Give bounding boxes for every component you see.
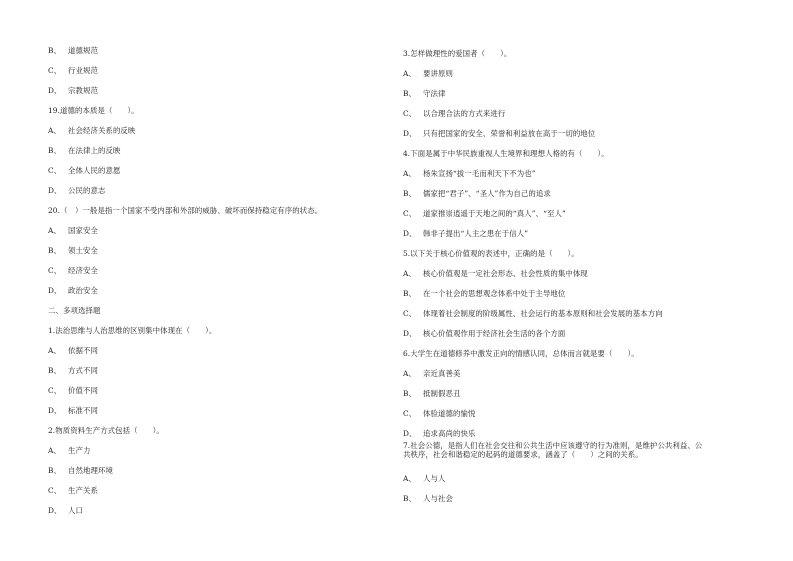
- option-letter: D、: [48, 286, 62, 295]
- question-20: [48, 206, 322, 215]
- question-7: [403, 441, 703, 459]
- option-letter: A、: [403, 369, 416, 378]
- question-text: 5.以下关于核心价值观的表述中，正确的是（ ）。: [403, 249, 579, 258]
- option-text: 只有把国家的安全、荣誉和利益放在高于一切的地位: [423, 129, 596, 138]
- option-text: 在一个社会的思想观念体系中处于主导地位: [423, 289, 566, 298]
- option-letter: B、: [403, 494, 417, 503]
- option-text: 方式不同: [68, 366, 98, 375]
- option-text: 经济安全: [68, 266, 98, 275]
- question-text: 4.下面是属于中华民族重视人生境界和理想人格的有（ ）。: [403, 149, 609, 158]
- option-text: 抵制假恶丑: [423, 389, 461, 398]
- option-letter: D、: [48, 86, 62, 95]
- option-letter: A、: [403, 269, 416, 278]
- option-text: 亲近真善美: [423, 369, 461, 378]
- option-b: [403, 289, 565, 298]
- option-d: [48, 506, 83, 515]
- option-text: 人与人: [423, 474, 446, 483]
- option-text: 宗教规范: [68, 86, 98, 95]
- option-letter: B、: [48, 246, 62, 255]
- option-letter: C、: [403, 209, 417, 218]
- option-letter: C、: [48, 486, 62, 495]
- option-letter: D、: [48, 186, 62, 195]
- question-19: [48, 106, 139, 115]
- option-letter: B、: [48, 46, 62, 55]
- option-letter: C、: [403, 409, 417, 418]
- question-text: 2.物质资料生产方式包括（ ）。: [48, 426, 164, 435]
- option-letter: C、: [403, 109, 417, 118]
- option-text: 要讲原则: [423, 69, 453, 78]
- option-letter: B、: [403, 189, 417, 198]
- option-a: [403, 369, 460, 378]
- option-c: [48, 166, 120, 175]
- option-text: 人口: [68, 506, 83, 515]
- option-text: 以合理合法的方式来进行: [423, 109, 506, 118]
- option-a: [403, 69, 453, 78]
- option-letter: C、: [403, 309, 417, 318]
- question-text: 6.大学生在道德修养中激发正向的情感认同，总体而言就是要（ ）。: [403, 349, 639, 358]
- option-a: [48, 346, 98, 355]
- option-text: 生产力: [68, 446, 91, 455]
- option-b: [48, 246, 98, 255]
- option-text: 儒家把“君子”、“圣人”作为自己的追求: [423, 189, 551, 198]
- question-1: [48, 326, 216, 335]
- option-a: [48, 446, 90, 455]
- option-b: [48, 146, 120, 155]
- option-text: 追求高尚的快乐: [423, 429, 476, 438]
- option-letter: C、: [48, 166, 62, 175]
- option-text: 全体人民的意愿: [68, 166, 121, 175]
- question-text: 7.社会公德，是指人们在社会交往和公共生活中应该遵守的行为准则，是维护公共利益、公共秩序，社会和谐稳定的起码的道德要求，涵盖了（ ）之间的关系。: [403, 441, 703, 459]
- option-letter: B、: [403, 289, 417, 298]
- option-c: [48, 66, 98, 75]
- question-text: 3.怎样做理性的爱国者（ ）。: [403, 49, 512, 58]
- question-2: [48, 426, 164, 435]
- option-letter: D、: [403, 429, 417, 438]
- option-text: 人与社会: [423, 494, 453, 503]
- option-c: [403, 309, 663, 318]
- option-text: 标准不同: [68, 406, 98, 415]
- option-a: [403, 169, 536, 178]
- option-text: 价值不同: [68, 386, 98, 395]
- section-heading: [48, 306, 100, 315]
- option-c: [403, 409, 475, 418]
- option-c: [403, 109, 505, 118]
- option-text: 行业规范: [68, 66, 98, 75]
- option-d: [403, 329, 565, 338]
- option-text: 领土安全: [68, 246, 98, 255]
- option-text: 道德规范: [68, 46, 98, 55]
- option-b: [48, 466, 113, 475]
- option-b: [403, 389, 460, 398]
- option-b: [48, 366, 98, 375]
- option-a: [403, 269, 588, 278]
- question-text: 19.道德的本质是（ ）。: [48, 106, 139, 115]
- option-b: [403, 89, 445, 98]
- option-text: 依据不同: [68, 346, 98, 355]
- question-4: [403, 149, 609, 158]
- section-title: 二、多项选择题: [48, 306, 101, 315]
- option-letter: B、: [48, 146, 62, 155]
- option-d: [403, 429, 475, 438]
- option-a: [48, 226, 98, 235]
- option-text: 道家推崇逍遥于天地之间的“真人”、“至人”: [423, 209, 566, 218]
- option-letter: D、: [403, 229, 417, 238]
- question-6: [403, 349, 639, 358]
- option-letter: A、: [403, 69, 416, 78]
- option-a: [48, 126, 135, 135]
- option-b: [48, 46, 98, 55]
- option-letter: C、: [48, 66, 62, 75]
- option-c: [403, 209, 566, 218]
- option-text: 体现着社会制度的阶级属性、社会运行的基本原则和社会发展的基本方向: [423, 309, 663, 318]
- option-d: [48, 86, 98, 95]
- option-letter: B、: [48, 366, 62, 375]
- option-letter: D、: [48, 406, 62, 415]
- question-text: 1.法治思维与人治思维的区别集中体现在（ ）。: [48, 326, 217, 335]
- option-text: 国家安全: [68, 226, 98, 235]
- option-text: 在法律上的反映: [68, 146, 121, 155]
- question-3: [403, 49, 511, 58]
- option-c: [48, 486, 98, 495]
- option-d: [48, 406, 98, 415]
- option-letter: B、: [48, 466, 62, 475]
- option-letter: A、: [48, 346, 61, 355]
- option-text: 韩非子提出“人主之患在于信人”: [423, 229, 529, 238]
- option-letter: C、: [48, 266, 62, 275]
- option-letter: A、: [48, 126, 61, 135]
- option-text: 核心价值观作用于经济社会生活的各个方面: [423, 329, 566, 338]
- option-d: [403, 129, 595, 138]
- option-letter: D、: [403, 129, 417, 138]
- option-letter: B、: [403, 89, 417, 98]
- option-b: [403, 189, 551, 198]
- option-text: 守法律: [423, 89, 446, 98]
- option-b: [403, 494, 453, 503]
- option-letter: C、: [48, 386, 62, 395]
- option-text: 自然地理环境: [68, 466, 113, 475]
- question-5: [403, 249, 579, 258]
- option-letter: A、: [48, 226, 61, 235]
- option-text: 政治安全: [68, 286, 98, 295]
- option-text: 体验道德的愉悦: [423, 409, 476, 418]
- option-d: [48, 186, 105, 195]
- option-d: [403, 229, 528, 238]
- option-a: [403, 474, 445, 483]
- option-letter: D、: [403, 329, 417, 338]
- option-letter: A、: [48, 446, 61, 455]
- option-c: [48, 266, 98, 275]
- option-text: 生产关系: [68, 486, 98, 495]
- option-text: 核心价值观是一定社会形态、社会性质的集中体现: [423, 269, 588, 278]
- option-text: 公民的意志: [68, 186, 106, 195]
- option-c: [48, 386, 98, 395]
- option-letter: A、: [403, 474, 416, 483]
- option-letter: B、: [403, 389, 417, 398]
- option-letter: D、: [48, 506, 62, 515]
- option-text: 社会经济关系的反映: [68, 126, 136, 135]
- option-letter: A、: [403, 169, 416, 178]
- question-text: 20.（ ）一般是指一个国家不受内部和外部的威胁、破坏而保持稳定有序的状态。: [48, 206, 323, 215]
- option-text: 杨朱宣扬“拔一毛而利天下不为也”: [423, 169, 536, 178]
- option-d: [48, 286, 98, 295]
